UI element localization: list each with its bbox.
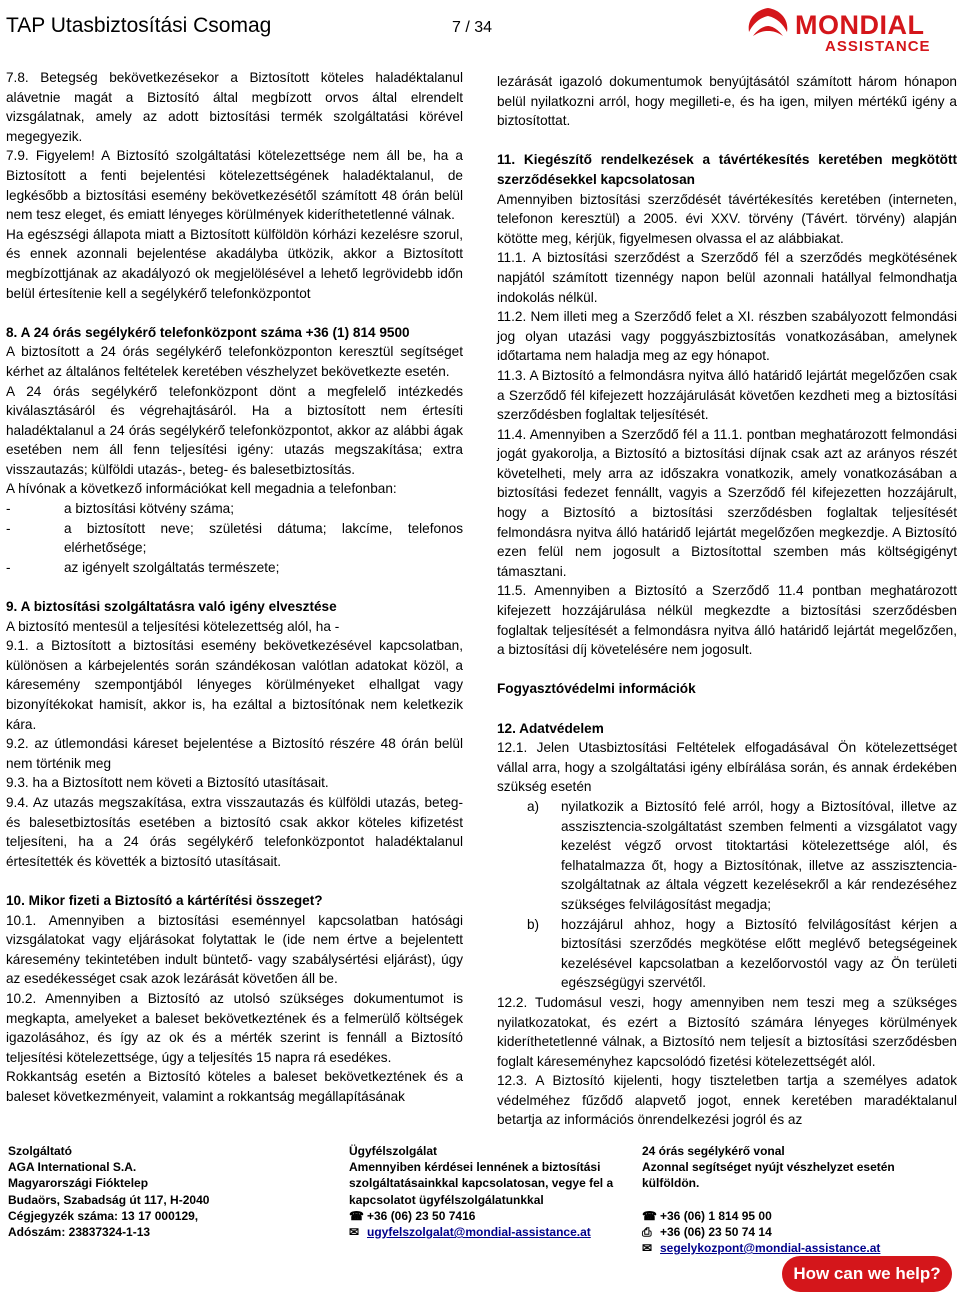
dash-bullet: - <box>6 520 11 536</box>
footer-provider: Szolgáltató AGA International S.A. Magyarországi Fióktelep Budaörs, Szabadság út 117, H-2040 Cégjegyzék száma: 13 17 000129, Adószám: 23837324-1-13 <box>8 1144 210 1240</box>
logo-wordmark: MONDIAL <box>795 10 925 40</box>
paragraph: 9.3. ha a Biztosított nem követi a Biztosító utasításait. <box>6 775 329 791</box>
paragraph: 12.1. Jelen Utasbiztosítási Feltételek elfogadásával Ön kötelezettséget vállal arra, hogy a szolgáltatási igény elbírálása során, és annak érdekében szükség esetén <box>497 740 957 795</box>
phone-number[interactable]: +36 (06) 1 814 95 00 <box>660 1208 772 1223</box>
mondial-logo <box>745 4 945 56</box>
paragraph: 12.3. A Biztosító kijelenti, hogy tiszteletben tartja a személyes adatok védelméhez fűződő alapvető jogot, ennek keretében maradéktalanul betartja az információs önrendelkezési jogról és az <box>497 1073 957 1128</box>
page-number: 7 / 34 <box>452 19 493 36</box>
list-item: - a biztosított neve; születési dátuma; lakcíme, telefonos elérhetősége; <box>6 519 463 558</box>
section-heading-12: 12. Adatvédelem <box>497 720 604 736</box>
list-marker: b) <box>527 916 540 932</box>
phone-icon: ☎ <box>349 1208 364 1223</box>
left-column <box>6 68 463 1106</box>
paragraph: 9.2. az útlemondási káreset bejelentése a Biztosító részére 48 órán belül nem történik meg <box>6 736 463 771</box>
paragraph: 10.1. Amennyiben a biztosítási eseménnyel kapcsolatban hatósági vizsgálatokat vagy eljárásokat folytattak le (ide nem értve a bejelentett káresemény tekintetében indult büntető- vagy szabálysértési eljárást), úgy az esedékességet csak azok lezárását követően áll be. <box>6 912 463 987</box>
list-item: b) hozzájárul ahhoz, hogy a Biztosító felvilágosítást kérjen a biztosítási szerződés megkötése előtt meglévő betegségeinek kezelésével kapcsolatban a kezelőorvostól vagy az Ön területi egészségügyi szervétől. <box>497 915 957 993</box>
section-heading-10: 10. Mikor fizeti a Biztosító a kártérítési összeget? <box>6 892 323 908</box>
logo-subtitle: ASSISTANCE <box>825 38 931 55</box>
phone-number[interactable]: +36 (06) 23 50 7416 <box>367 1208 476 1223</box>
paragraph: 7.9. Figyelem! A Biztosító szolgáltatási kötelezettsége nem áll be, ha a Biztosított a fenti bejelentési kötelezettségének haladéktalanul, de legkésőbb a biztosítási esemény bekövetkezésétől számított 48 órán belül nem tesz eleget, és emiatt lényeges körülmények kideríthetetlenné válnak. <box>6 148 463 223</box>
paragraph: 9.4. Az utazás megszakítása, extra visszautazás és külföldi utazás, beteg- és balesetbiztosítás esetében a biztosító csak akkor köteles kifizetést teljesíteni, ha a 24 órás segélykérő telefonközpontot haladéktalanul értesítették és követték a biztosító utasításait. <box>6 794 463 869</box>
dash-bullet: - <box>6 559 11 575</box>
paragraph: 10.2. Amennyiben a Biztosító az utolsó szükséges dokumentumot is megkapta, amelyeket a baleset bekövetkeztének és a felmerülő költségek igazolásához, és így az ok és a mérték szerint is fennáll a Biztosító teljesítési kötelezettsége, úgy a teljesítés 15 napra rá esedékes. <box>6 990 463 1065</box>
right-column <box>497 72 957 1130</box>
paragraph: 11.4. Amennyiben a Szerződő fél a 11.1. pontban meghatározott felmondási jogát gyakorolja, a Biztosító a biztosítási díjnak csak azt az arányos részét követelheti, mely arra az időszakra vonatkozik, amely vonatkozásában a biztosítási fedezet fennállt, vagyis a Szerződő fél kifejezetten hozzájárult, hogy a Biztosító a biztosítási szerződésben foglaltak teljesítését felmondásra nyitva álló határidő lejártát megelőzően megkezdje. A Biztosító ezen felül nem jogosult a Biztosítottal szemben más költségigényt támasztani. <box>497 426 957 579</box>
email-link[interactable]: segelykozpont@mondial-assistance.at <box>660 1241 881 1256</box>
logo-emblem-icon <box>745 6 791 46</box>
paragraph: 11.1. A biztosítási szerződést a Szerződő fél a szerződés megkötésének napjától számított tizennégy napon belül azonnali hatállyal felmondhatja indokolás nélkül. <box>497 250 957 305</box>
consumer-info-heading: Fogyasztóvédelmi információk <box>497 681 696 697</box>
paragraph: 9.1. a Biztosított a biztosítási esemény bekövetkezésével kapcsolatban, különösen a kárbejelentés során szándékosan valótlan adatokat közöl, a káresemény szempontjából lényeges körülményeket elhallgat vagy bizonyítékokat hamisít, akkor is, ha ezáltal a biztosítónak nem keletkezik kára. <box>6 638 463 732</box>
paragraph: 11.5. Amennyiben a Biztosító a Szerződő 11.4 pontban meghatározott kifejezett hozzájárulása nélkül megkezdte a biztosítási szerződésben foglaltak teljesítését a felmondásra nyitva álló határidő lejártát megelőzően, a biztosítási díj követelésére nem jogosult. <box>497 583 957 658</box>
envelope-icon: ✉ <box>349 1225 360 1240</box>
email-link[interactable]: ugyfelszolgalat@mondial-assistance.at <box>367 1225 591 1240</box>
paragraph: A hívónak a következő információkat kell megadnia a telefonban: <box>6 481 397 497</box>
section-heading-11: 11. Kiegészítő rendelkezések a távértékesítés keretében megkötött szerződésekkel kapcsolatosan <box>497 152 957 187</box>
paragraph: A 24 órás segélykérő telefonközpont dönt a megfelelő intézkedés kiválasztásáról és végrehajtásáról. Ha a biztosított nem értesíti haladéktalanul a 24 órás segélykérő telefonközpontot, akkor az alábbi ágak esetében nem áll fenn teljesítési igény: utazás megszakítása; extra visszautazás; külföldi utazás-, beteg- és balesetbiztosítás. <box>6 383 463 477</box>
section-heading-8: 8. A 24 órás segélykérő telefonközpont száma +36 (1) 814 9500 <box>6 324 410 340</box>
fax-icon: ⎙ <box>642 1224 652 1239</box>
footer-emergency-line: 24 órás segélykérő vonal Azonnal segítséget nyújt vészhelyzet esetén külföldön. ☎ +36 (06) 1 814 95 00 ⎙ +36 (06) 23 50 74 14 ✉ segelykozpont@mondial-assistance.at <box>642 1144 895 1256</box>
list-marker: a) <box>527 798 540 814</box>
help-badge[interactable]: How can we help? <box>782 1256 952 1292</box>
list-item: - az igényelt szolgáltatás természete; <box>6 558 463 578</box>
paragraph: A biztosító mentesül a teljesítési kötelezettség alól, ha - <box>6 618 340 634</box>
section-heading-9: 9. A biztosítási szolgáltatásra való igény elvesztése <box>6 599 337 615</box>
fax-number: +36 (06) 23 50 74 14 <box>660 1224 772 1239</box>
paragraph: 11.3. A Biztosító a felmondásra nyitva álló határidő lejártát megelőzően csak a Szerződő fél kifejezett hozzájárulását követően kezdheti meg a biztosítási szerződésben foglaltak teljesítését. <box>497 367 957 423</box>
list-item: - a biztosítási kötvény száma; <box>6 499 463 519</box>
envelope-icon: ✉ <box>642 1241 653 1256</box>
dash-bullet: - <box>6 501 11 517</box>
paragraph: Amennyiben biztosítási szerződését távértékesítés keretében (interneten, telefonon keresztül) a 2005. évi XXV. törvény (Távért. törvény) alapján kötötte meg, kérjük, figyelmesen olvassa el az alábbiakat. <box>497 191 957 246</box>
paragraph: Ha egészségi állapota miatt a Biztosított külföldön kórházi kezelésre szorul, és ennek azonnali bejelentése akadályba ütközik, akkor a Biztosított megbízottjának az akadályozó ok megjelölésével a lehető legrövidebb időn belül értesítenie kell a segélykérő telefonközpontot <box>6 226 463 301</box>
paragraph: 12.2. Tudomásul veszi, hogy amennyiben nem teszi meg a szükséges nyilatkozatokat, és ezért a Biztosító számára lényeges körülmények kideríthetetlenné válnak, a Biztosító nem teljesít a biztosítási szerződésben foglalt káreseményhez kapcsolódó fizetési kötelezettségét alól. <box>497 994 957 1069</box>
paragraph: 11.2. Nem illeti meg a Szerződő felet a XI. részben szabályozott felmondási jog olyan utazási vagy poggyászbiztosítás vonatkozásában, amelynek időtartama nem haladja meg az egy hónapot. <box>497 309 957 364</box>
document-title: TAP Utasbiztosítási Csomag <box>6 14 272 37</box>
footer-customer-service: Ügyfélszolgálat Amennyiben kérdései lennének a biztosítási szolgáltatásainkkal kapcsolatosan, vegye fel a kapcsolatot ügyfélszolgálatunkkal ☎ +36 (06) 23 50 7416 ✉ ugyfelszolgalat@mondial-assistance.at <box>349 1144 614 1240</box>
phone-icon: ☎ <box>642 1208 657 1223</box>
list-item: a) nyilatkozik a Biztosító felé arról, hogy a Biztosítóval, illetve az asszisztencia-szolgáltatást szemben felmenti a vizsgálatot vagy kezelést végző orvost titoktartási kötelezettsége alól, és felhatalmazza őt, hogy a Biztosítónak, illetve az asszisztencia-szolgáltatnak az általa végzett kezelésekről a kár rendezéséhez szükséges felvilágosítást megadja; <box>497 797 957 915</box>
paragraph: A biztosított a 24 órás segélykérő telefonközponton keresztül segítséget kérhet az általános feltételek keretében vészhelyzet bekövetkezte esetén. <box>6 344 463 379</box>
paragraph: 7.8. Betegség bekövetkezésekor a Biztosított köteles haladéktalanul alávetnie magát a Biztosító által megbízott orvos által elrendelt vizsgálatnak, amely az adott biztosítási termék szolgáltatási körével megegyezik. <box>6 70 463 144</box>
paragraph: Rokkantság esetén a Biztosító köteles a baleset bekövetkeztének és a baleset következményeit, valamint a rokkantság megállapításának <box>6 1069 463 1104</box>
paragraph: lezárását igazoló dokumentumok benyújtásától számított három hónapon belül nyilatkozni arról, hogy megilleti-e, és ha igen, milyen mértékű igény a biztosítottat. <box>497 74 957 129</box>
